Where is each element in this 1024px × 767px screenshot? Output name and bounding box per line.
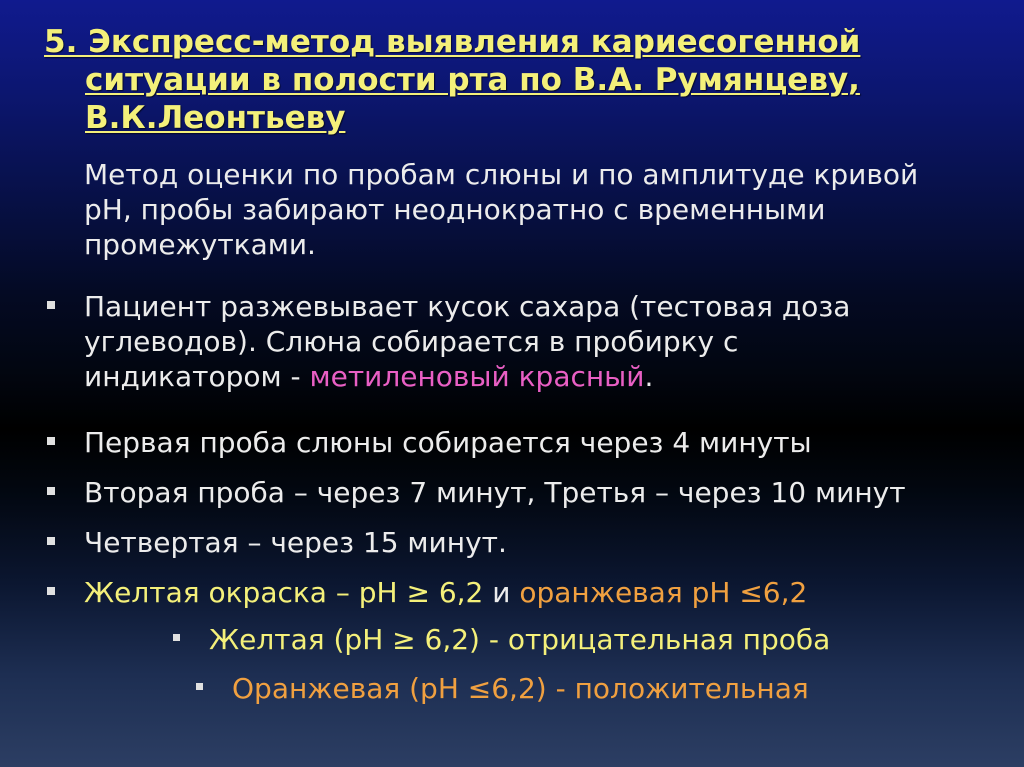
connector-text: и	[483, 576, 520, 609]
title-line-3: В.К.Леонтьеву	[85, 100, 346, 136]
bullet-item-4	[84, 525, 507, 560]
sub-bullet-item-1	[209, 622, 830, 657]
sub-bullet-marker	[196, 683, 203, 690]
indicator-name: метиленовый красный	[309, 360, 645, 393]
title-line-2: ситуации в полости рта по В.А. Румянцеву,	[85, 62, 860, 98]
bullet-1-line-1: Пациент разжевывает кусок сахара (тестовая доза	[84, 290, 851, 323]
bullet-marker	[47, 301, 55, 309]
bullet-marker	[47, 537, 55, 545]
sub-bullet-item-2	[232, 671, 809, 706]
sub-bullet-1-text: Желтая (pH ≥ 6,2) - отрицательная проба	[209, 623, 831, 656]
bullet-item-2	[84, 425, 812, 460]
orange-color-text: оранжевая pH ≤6,2	[519, 576, 808, 609]
yellow-color-text: Желтая окраска – pH ≥ 6,2	[84, 576, 484, 609]
sub-bullet-marker	[173, 634, 180, 641]
bullet-2-text: Первая проба слюны собирается через 4 минуты	[84, 426, 812, 459]
bullet-1-line-3-suffix: .	[644, 360, 654, 393]
title-line-1: 5. Экспресс-метод выявления кариесогенной	[44, 24, 861, 60]
bullet-5-line	[84, 575, 807, 610]
bullet-1-line-2: углеводов). Слюна собирается в пробирку с	[84, 325, 739, 358]
bullet-3-text: Вторая проба – через 7 минут, Третья – через 10 минут	[84, 476, 906, 509]
bullet-marker	[47, 437, 55, 445]
intro-paragraph	[84, 157, 918, 262]
bullet-marker	[47, 587, 55, 595]
bullet-1-line-3-prefix: индикатором -	[84, 360, 310, 393]
bullet-marker	[47, 487, 55, 495]
bullet-item-3	[84, 475, 906, 510]
intro-line-2: pH, пробы забирают неоднократно с временными	[84, 193, 826, 226]
bullet-4-text: Четвертая – через 15 минут.	[84, 526, 507, 559]
bullet-item-1	[84, 289, 850, 394]
intro-line-3: промежутками.	[84, 228, 316, 261]
bullet-item-5	[84, 575, 807, 610]
slide-title	[44, 23, 994, 137]
intro-line-1: Метод оценки по пробам слюны и по амплитуде кривой	[84, 158, 919, 191]
sub-bullet-2-text: Оранжевая (pH ≤6,2) - положительная	[232, 672, 809, 705]
bullet-1-line-3	[84, 359, 850, 394]
